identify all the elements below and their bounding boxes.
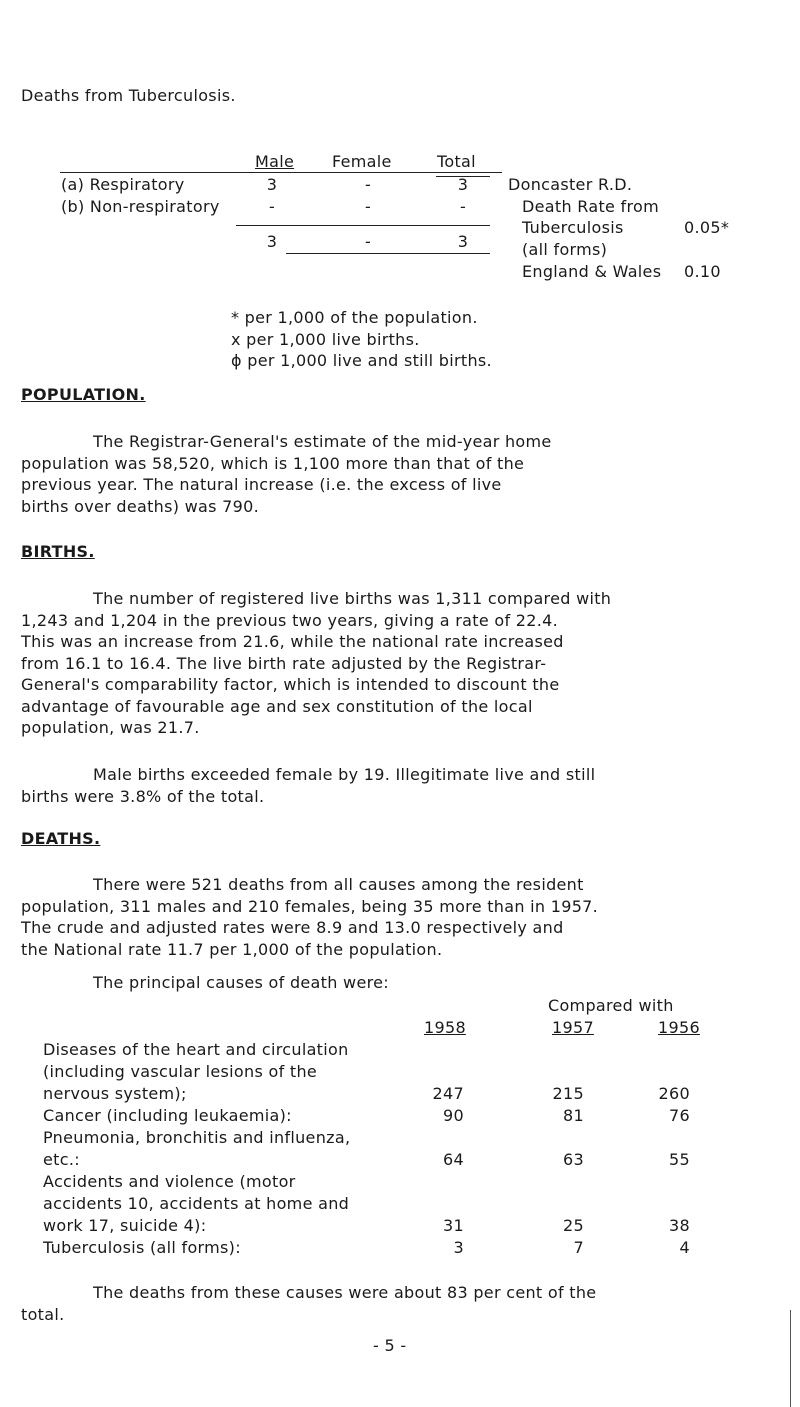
- footnote-population: * per 1,000 of the population.: [231, 308, 478, 327]
- row-label-respiratory: (a) Respiratory: [61, 175, 185, 194]
- page-number: - 5 -: [373, 1336, 407, 1355]
- tb-rate-value: 0.05*: [684, 218, 730, 237]
- cause-label-line: etc.:: [43, 1150, 80, 1169]
- cause-label-line: nervous system);: [43, 1084, 187, 1103]
- text-line: General's comparability factor, which is intended to discount the: [21, 675, 560, 694]
- row-respiratory-total: 3: [457, 175, 469, 194]
- tb-rate-note: (all forms): [522, 240, 608, 259]
- value-1957: 215: [552, 1084, 584, 1103]
- deaths-heading: DEATHS.: [21, 829, 101, 848]
- closing-paragraph: [21, 1282, 596, 1325]
- totals-top-rule: [236, 225, 490, 226]
- value-1958: 90: [443, 1106, 464, 1125]
- value-1957: 25: [563, 1216, 584, 1235]
- text-line: population was 58,520, which is 1,100 more than that of the: [21, 453, 525, 473]
- causes-intro: The principal causes of death were:: [93, 973, 389, 992]
- text-line: births over deaths) was 790.: [21, 496, 260, 516]
- district-name: Doncaster R.D.: [508, 175, 633, 194]
- cause-label-line: Diseases of the heart and circulation: [43, 1040, 349, 1059]
- page-title: Deaths from Tuberculosis.: [21, 86, 236, 105]
- population-heading: POPULATION.: [21, 385, 146, 404]
- national-rate-value: 0.10: [684, 262, 721, 281]
- births-paragraph-2: [21, 764, 595, 807]
- year-header-1957: 1957: [552, 1018, 594, 1037]
- deaths-paragraph: [21, 874, 598, 960]
- header-underline: [60, 172, 502, 173]
- row-label-non-respiratory: (b) Non-respiratory: [61, 197, 220, 216]
- cause-label-line: (including vascular lesions of the: [43, 1062, 318, 1081]
- row-non-respiratory-male: -: [268, 197, 276, 216]
- page-edge-line: [790, 1310, 791, 1407]
- text-line: advantage of favourable age and sex constitution of the local: [21, 696, 533, 716]
- footnote-live-births: x per 1,000 live births.: [231, 330, 420, 349]
- births-paragraph-1: [21, 588, 611, 739]
- cause-label-line: work 17, suicide 4):: [43, 1216, 207, 1235]
- text-line: 1,243 and 1,204 in the previous two years, giving a rate of 22.4.: [21, 610, 559, 630]
- cause-label-line: Pneumonia, bronchitis and influenza,: [43, 1128, 351, 1147]
- value-1958: 64: [443, 1150, 464, 1169]
- text-line: the National rate 11.7 per 1,000 of the population.: [21, 939, 443, 959]
- totals-total: 3: [457, 232, 469, 251]
- row-non-respiratory-total: -: [459, 197, 467, 216]
- death-rate-heading: Death Rate from: [522, 197, 659, 216]
- text-line: This was an increase from 21.6, while the national rate increased: [21, 632, 564, 651]
- cause-label-line: Cancer (including leukaemia):: [43, 1106, 292, 1125]
- text-line: Male births exceeded female by 19. Illegitimate live and still: [93, 765, 596, 784]
- row-respiratory-male: 3: [266, 175, 278, 194]
- cause-label-line: Accidents and violence (motor: [43, 1172, 296, 1191]
- text-line: previous year. The natural increase (i.e. the excess of live: [21, 475, 502, 494]
- col-header-male: Male: [255, 152, 295, 171]
- value-1958: 31: [443, 1216, 464, 1235]
- value-1958: 3: [453, 1238, 464, 1257]
- text-line: There were 521 deaths from all causes among the resident: [93, 875, 584, 894]
- totals-female: -: [364, 232, 372, 251]
- footnote-live-still-births: ɸ per 1,000 live and still births.: [231, 351, 492, 370]
- totals-male: 3: [266, 232, 278, 251]
- row-respiratory-female: -: [364, 175, 372, 194]
- totals-bottom-rule: [286, 253, 490, 254]
- national-rate-label: England & Wales: [522, 262, 662, 281]
- text-line: The number of registered live births was 1,311 compared with: [93, 589, 612, 608]
- text-line: The Registrar-General's estimate of the mid-year home: [93, 432, 552, 451]
- value-1956: 55: [669, 1150, 690, 1169]
- text-line: total.: [21, 1304, 65, 1324]
- col-header-female: Female: [332, 152, 392, 171]
- value-1956: 260: [658, 1084, 690, 1103]
- compared-with-label: Compared with: [548, 996, 674, 1015]
- year-header-1958: 1958: [424, 1018, 466, 1037]
- col-header-total: Total: [437, 152, 476, 171]
- text-line: The crude and adjusted rates were 8.9 and 13.0 respectively and: [21, 918, 564, 937]
- text-line: The deaths from these causes were about 83 per cent of the: [93, 1283, 597, 1302]
- value-1957: 7: [573, 1238, 584, 1257]
- text-line: population, was 21.7.: [21, 718, 200, 737]
- value-1958: 247: [432, 1084, 464, 1103]
- row-non-respiratory-female: -: [364, 197, 372, 216]
- text-line: from 16.1 to 16.4. The live birth rate adjusted by the Registrar-: [21, 653, 547, 673]
- population-paragraph: [21, 431, 552, 517]
- cause-label-line: accidents 10, accidents at home and: [43, 1194, 350, 1213]
- value-1957: 81: [563, 1106, 584, 1125]
- year-header-1956: 1956: [658, 1018, 700, 1037]
- text-line: births were 3.8% of the total.: [21, 786, 265, 806]
- value-1956: 4: [679, 1238, 690, 1257]
- births-heading: BIRTHS.: [21, 542, 95, 561]
- value-1957: 63: [563, 1150, 584, 1169]
- text-line: population, 311 males and 210 females, being 35 more than in 1957.: [21, 896, 599, 916]
- cause-label-line: Tuberculosis (all forms):: [43, 1238, 241, 1257]
- tb-rate-label: Tuberculosis: [522, 218, 624, 237]
- value-1956: 38: [669, 1216, 690, 1235]
- value-1956: 76: [669, 1106, 690, 1125]
